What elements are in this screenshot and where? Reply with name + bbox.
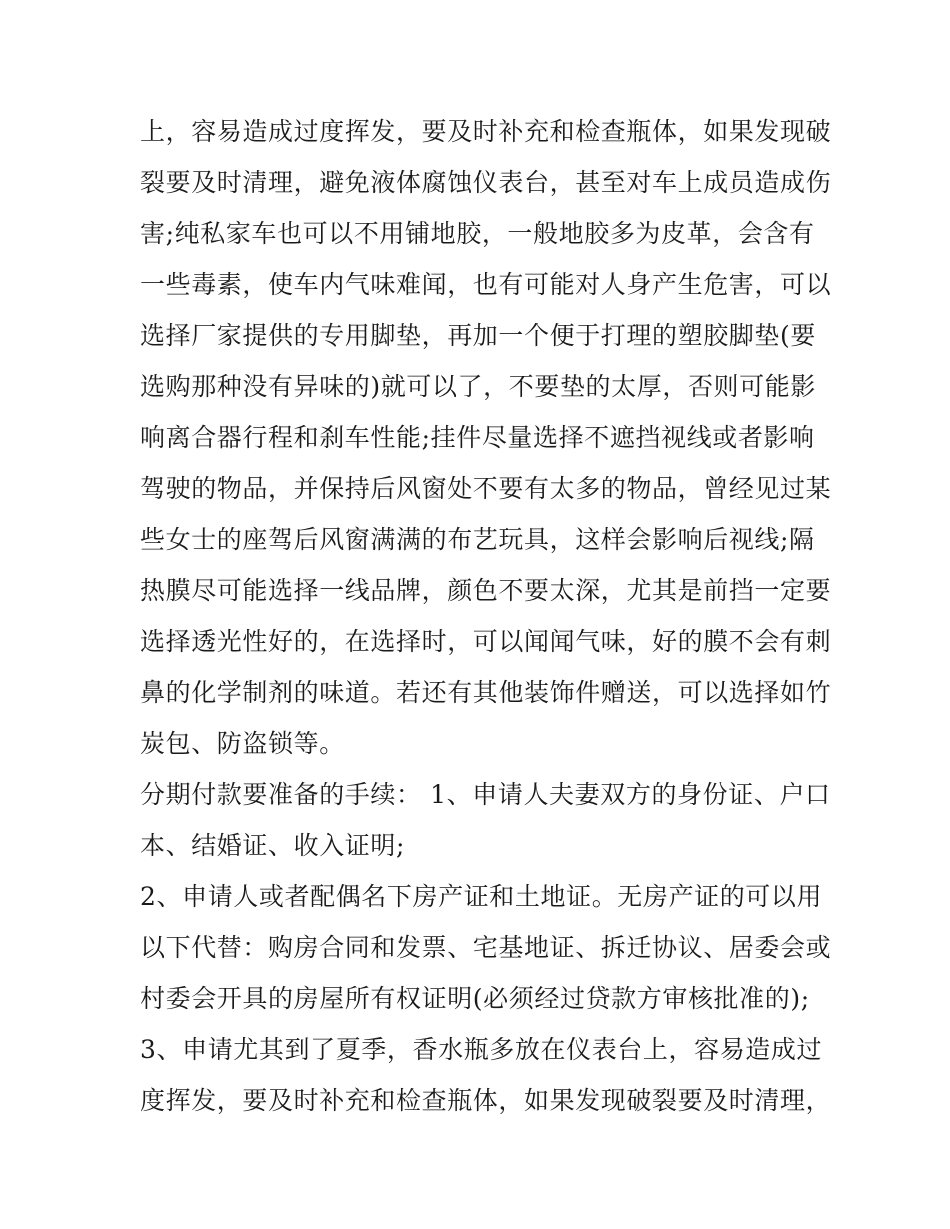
text-line: 2、申请人或者配偶名下房产证和土地证。无房产证的可以用 <box>140 882 823 911</box>
text-line: 害;纯私家车也可以不用铺地胶，一般地胶多为皮革，会含有 <box>140 219 815 248</box>
text-line: 选择厂家提供的专用脚垫，再加一个便于打理的塑胶脚垫(要 <box>140 321 816 350</box>
text-line: 驾驶的物品，并保持后风窗处不要有太多的物品，曾经见过某 <box>140 474 832 503</box>
document-body <box>140 106 832 1126</box>
text-line: 炭包、防盗锁等。 <box>140 729 345 758</box>
text-line: 裂要及时清理，避免液体腐蚀仪表台，甚至对车上成员造成伤 <box>140 168 832 197</box>
text-line: 鼻的化学制剂的味道。若还有其他装饰件赠送，可以选择如竹 <box>140 678 832 707</box>
text-line: 响离合器行程和刹车性能;挂件尽量选择不遮挡视线或者影响 <box>140 423 815 452</box>
text-line: 上，容易造成过度挥发，要及时补充和检查瓶体，如果发现破 <box>140 117 832 146</box>
text-line: 热膜尽可能选择一线品牌，颜色不要太深，尤其是前挡一定要 <box>140 576 832 605</box>
text-line: 一些毒素，使车内气味难闻，也有可能对人身产生危害，可以 <box>140 270 832 299</box>
text-line: 村委会开具的房屋所有权证明(必须经过贷款方审核批准的); <box>140 984 810 1013</box>
text-line: 度挥发，要及时补充和检查瓶体，如果发现破裂要及时清理， <box>140 1086 832 1115</box>
text-line: 选择透光性好的，在选择时，可以闻闻气味，好的膜不会有刺 <box>140 627 832 656</box>
text-line: 以下代替：购房合同和发票、宅基地证、拆迁协议、居委会或 <box>140 933 832 962</box>
text-line: 本、结婚证、收入证明; <box>140 831 406 860</box>
text-line: 分期付款要准备的手续： 1、申请人夫妻双方的身份证、户口 <box>140 780 831 809</box>
text-line: 3、申请尤其到了夏季，香水瓶多放在仪表台上，容易造成过 <box>140 1035 823 1064</box>
text-line: 选购那种没有异味的)就可以了，不要垫的太厚，否则可能影 <box>140 372 816 401</box>
text-line: 些女士的座驾后风窗满满的布艺玩具，这样会影响后视线;隔 <box>140 525 815 554</box>
